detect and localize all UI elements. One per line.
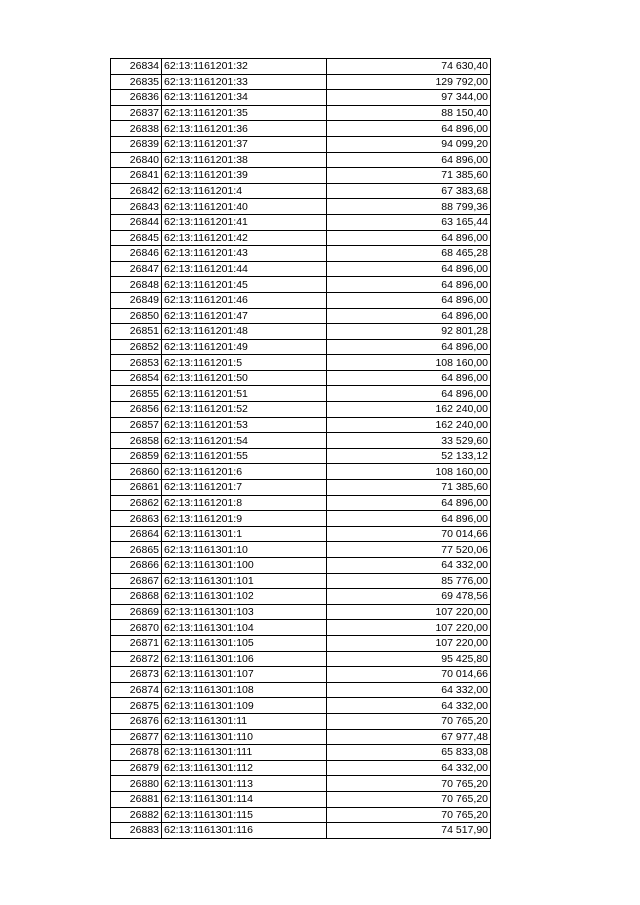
table-row [111, 386, 491, 402]
cadastral-number-cell: 62:13:1161301:1 [162, 526, 327, 542]
cadastral-value-cell: 92 801,28 [327, 324, 491, 340]
cadastral-value-cell: 69 478,56 [327, 589, 491, 605]
cadastral-number-cell: 62:13:1161201:54 [162, 433, 327, 449]
table-row [111, 480, 491, 496]
cadastral-number-cell: 62:13:1161201:50 [162, 370, 327, 386]
table-row [111, 246, 491, 262]
cadastral-number-cell: 62:13:1161301:105 [162, 635, 327, 651]
table-row [111, 620, 491, 636]
cadastral-value-cell: 33 529,60 [327, 433, 491, 449]
cadastral-value-cell: 64 896,00 [327, 292, 491, 308]
cadastral-number-cell: 62:13:1161301:101 [162, 573, 327, 589]
row-number-cell: 26845 [111, 230, 162, 246]
cadastral-number-cell: 62:13:1161301:103 [162, 604, 327, 620]
cadastral-value-cell: 107 220,00 [327, 604, 491, 620]
row-number-cell: 26872 [111, 651, 162, 667]
cadastral-value-cell: 64 332,00 [327, 698, 491, 714]
cadastral-value-cell: 70 765,20 [327, 807, 491, 823]
cadastral-number-cell: 62:13:1161201:47 [162, 308, 327, 324]
cadastral-value-cell: 68 465,28 [327, 246, 491, 262]
table-row [111, 339, 491, 355]
cadastral-value-table [110, 58, 491, 839]
table-row [111, 464, 491, 480]
cadastral-number-cell: 62:13:1161301:104 [162, 620, 327, 636]
row-number-cell: 26842 [111, 183, 162, 199]
row-number-cell: 26874 [111, 682, 162, 698]
row-number-cell: 26848 [111, 277, 162, 293]
table-row [111, 651, 491, 667]
cadastral-value-cell: 64 896,00 [327, 277, 491, 293]
cadastral-value-cell: 162 240,00 [327, 402, 491, 418]
row-number-cell: 26865 [111, 542, 162, 558]
table-row [111, 682, 491, 698]
cadastral-number-cell: 62:13:1161201:6 [162, 464, 327, 480]
cadastral-number-cell: 62:13:1161301:112 [162, 760, 327, 776]
row-number-cell: 26846 [111, 246, 162, 262]
row-number-cell: 26838 [111, 121, 162, 137]
row-number-cell: 26854 [111, 370, 162, 386]
row-number-cell: 26863 [111, 511, 162, 527]
table-row [111, 183, 491, 199]
table-row [111, 370, 491, 386]
table-row [111, 355, 491, 371]
table-row [111, 511, 491, 527]
cadastral-value-cell: 64 896,00 [327, 121, 491, 137]
row-number-cell: 26876 [111, 713, 162, 729]
cadastral-value-cell: 63 165,44 [327, 214, 491, 230]
cadastral-value-cell: 74 517,90 [327, 823, 491, 839]
cadastral-number-cell: 62:13:1161201:53 [162, 417, 327, 433]
cadastral-number-cell: 62:13:1161301:108 [162, 682, 327, 698]
table-row [111, 667, 491, 683]
cadastral-number-cell: 62:13:1161301:109 [162, 698, 327, 714]
table-row [111, 448, 491, 464]
cadastral-number-cell: 62:13:1161201:41 [162, 214, 327, 230]
row-number-cell: 26873 [111, 667, 162, 683]
cadastral-value-cell: 64 896,00 [327, 308, 491, 324]
cadastral-value-cell: 70 014,66 [327, 526, 491, 542]
cadastral-value-cell: 70 765,20 [327, 713, 491, 729]
cadastral-number-cell: 62:13:1161301:106 [162, 651, 327, 667]
table-body [111, 59, 491, 839]
row-number-cell: 26857 [111, 417, 162, 433]
cadastral-number-cell: 62:13:1161201:52 [162, 402, 327, 418]
table-row [111, 495, 491, 511]
row-number-cell: 26837 [111, 105, 162, 121]
cadastral-number-cell: 62:13:1161201:32 [162, 59, 327, 75]
table-row [111, 152, 491, 168]
table-row [111, 807, 491, 823]
cadastral-number-cell: 62:13:1161201:49 [162, 339, 327, 355]
cadastral-value-cell: 95 425,80 [327, 651, 491, 667]
cadastral-number-cell: 62:13:1161301:102 [162, 589, 327, 605]
cadastral-value-cell: 94 099,20 [327, 136, 491, 152]
row-number-cell: 26868 [111, 589, 162, 605]
cadastral-value-cell: 67 383,68 [327, 183, 491, 199]
table-row [111, 324, 491, 340]
cadastral-number-cell: 62:13:1161201:45 [162, 277, 327, 293]
row-number-cell: 26843 [111, 199, 162, 215]
cadastral-number-cell: 62:13:1161201:7 [162, 480, 327, 496]
table-row [111, 417, 491, 433]
cadastral-value-cell: 70 765,20 [327, 791, 491, 807]
row-number-cell: 26869 [111, 604, 162, 620]
table-row [111, 542, 491, 558]
cadastral-number-cell: 62:13:1161201:5 [162, 355, 327, 371]
cadastral-value-cell: 77 520,06 [327, 542, 491, 558]
cadastral-number-cell: 62:13:1161201:36 [162, 121, 327, 137]
table-row [111, 168, 491, 184]
cadastral-number-cell: 62:13:1161301:111 [162, 745, 327, 761]
cadastral-value-cell: 64 896,00 [327, 511, 491, 527]
cadastral-value-cell: 64 896,00 [327, 370, 491, 386]
row-number-cell: 26839 [111, 136, 162, 152]
cadastral-number-cell: 62:13:1161201:42 [162, 230, 327, 246]
table-row [111, 136, 491, 152]
row-number-cell: 26835 [111, 74, 162, 90]
row-number-cell: 26836 [111, 90, 162, 106]
cadastral-number-cell: 62:13:1161301:107 [162, 667, 327, 683]
cadastral-number-cell: 62:13:1161201:43 [162, 246, 327, 262]
row-number-cell: 26879 [111, 760, 162, 776]
row-number-cell: 26875 [111, 698, 162, 714]
table-row [111, 698, 491, 714]
row-number-cell: 26841 [111, 168, 162, 184]
cadastral-value-cell: 88 150,40 [327, 105, 491, 121]
row-number-cell: 26840 [111, 152, 162, 168]
cadastral-value-cell: 162 240,00 [327, 417, 491, 433]
cadastral-number-cell: 62:13:1161301:100 [162, 558, 327, 574]
table-row [111, 90, 491, 106]
table-row [111, 402, 491, 418]
cadastral-number-cell: 62:13:1161201:4 [162, 183, 327, 199]
row-number-cell: 26870 [111, 620, 162, 636]
cadastral-number-cell: 62:13:1161301:113 [162, 776, 327, 792]
row-number-cell: 26852 [111, 339, 162, 355]
row-number-cell: 26877 [111, 729, 162, 745]
cadastral-number-cell: 62:13:1161201:48 [162, 324, 327, 340]
row-number-cell: 26861 [111, 480, 162, 496]
cadastral-number-cell: 62:13:1161201:39 [162, 168, 327, 184]
cadastral-number-cell: 62:13:1161201:40 [162, 199, 327, 215]
row-number-cell: 26871 [111, 635, 162, 651]
cadastral-value-cell: 71 385,60 [327, 168, 491, 184]
table-row [111, 292, 491, 308]
row-number-cell: 26878 [111, 745, 162, 761]
cadastral-number-cell: 62:13:1161301:116 [162, 823, 327, 839]
row-number-cell: 26850 [111, 308, 162, 324]
table-row [111, 573, 491, 589]
row-number-cell: 26847 [111, 261, 162, 277]
table-row [111, 433, 491, 449]
cadastral-value-cell: 88 799,36 [327, 199, 491, 215]
row-number-cell: 26860 [111, 464, 162, 480]
cadastral-value-cell: 64 896,00 [327, 152, 491, 168]
cadastral-value-cell: 64 896,00 [327, 339, 491, 355]
cadastral-number-cell: 62:13:1161301:11 [162, 713, 327, 729]
table-row [111, 760, 491, 776]
table-row [111, 558, 491, 574]
cadastral-value-cell: 64 332,00 [327, 682, 491, 698]
table-row [111, 713, 491, 729]
row-number-cell: 26859 [111, 448, 162, 464]
row-number-cell: 26855 [111, 386, 162, 402]
cadastral-value-cell: 52 133,12 [327, 448, 491, 464]
cadastral-value-cell: 107 220,00 [327, 635, 491, 651]
table-row [111, 59, 491, 75]
table-row [111, 604, 491, 620]
cadastral-number-cell: 62:13:1161201:33 [162, 74, 327, 90]
row-number-cell: 26856 [111, 402, 162, 418]
cadastral-number-cell: 62:13:1161301:115 [162, 807, 327, 823]
cadastral-value-cell: 65 833,08 [327, 745, 491, 761]
cadastral-value-cell: 74 630,40 [327, 59, 491, 75]
cadastral-value-cell: 64 896,00 [327, 261, 491, 277]
cadastral-value-cell: 107 220,00 [327, 620, 491, 636]
row-number-cell: 26883 [111, 823, 162, 839]
cadastral-value-cell: 70 765,20 [327, 776, 491, 792]
row-number-cell: 26882 [111, 807, 162, 823]
cadastral-number-cell: 62:13:1161301:110 [162, 729, 327, 745]
table-row [111, 121, 491, 137]
row-number-cell: 26881 [111, 791, 162, 807]
cadastral-number-cell: 62:13:1161201:35 [162, 105, 327, 121]
cadastral-value-cell: 64 896,00 [327, 230, 491, 246]
table-row [111, 261, 491, 277]
cadastral-value-cell: 64 896,00 [327, 495, 491, 511]
table-row [111, 214, 491, 230]
row-number-cell: 26864 [111, 526, 162, 542]
row-number-cell: 26834 [111, 59, 162, 75]
table-row [111, 105, 491, 121]
cadastral-value-cell: 64 896,00 [327, 386, 491, 402]
cadastral-value-cell: 108 160,00 [327, 464, 491, 480]
cadastral-number-cell: 62:13:1161301:114 [162, 791, 327, 807]
row-number-cell: 26844 [111, 214, 162, 230]
cadastral-value-cell: 67 977,48 [327, 729, 491, 745]
row-number-cell: 26866 [111, 558, 162, 574]
row-number-cell: 26862 [111, 495, 162, 511]
cadastral-number-cell: 62:13:1161201:55 [162, 448, 327, 464]
row-number-cell: 26858 [111, 433, 162, 449]
table-row [111, 230, 491, 246]
table-row [111, 729, 491, 745]
cadastral-number-cell: 62:13:1161201:8 [162, 495, 327, 511]
table-row [111, 277, 491, 293]
cadastral-value-cell: 85 776,00 [327, 573, 491, 589]
cadastral-value-cell: 64 332,00 [327, 558, 491, 574]
row-number-cell: 26851 [111, 324, 162, 340]
row-number-cell: 26867 [111, 573, 162, 589]
row-number-cell: 26880 [111, 776, 162, 792]
cadastral-number-cell: 62:13:1161201:34 [162, 90, 327, 106]
cadastral-value-cell: 97 344,00 [327, 90, 491, 106]
cadastral-value-cell: 71 385,60 [327, 480, 491, 496]
table-row [111, 308, 491, 324]
table-row [111, 589, 491, 605]
table-row [111, 635, 491, 651]
table-row [111, 745, 491, 761]
cadastral-value-cell: 70 014,66 [327, 667, 491, 683]
table-row [111, 823, 491, 839]
cadastral-number-cell: 62:13:1161301:10 [162, 542, 327, 558]
table-row [111, 199, 491, 215]
table-row [111, 74, 491, 90]
cadastral-number-cell: 62:13:1161201:38 [162, 152, 327, 168]
table-row [111, 526, 491, 542]
row-number-cell: 26853 [111, 355, 162, 371]
cadastral-value-cell: 64 332,00 [327, 760, 491, 776]
cadastral-value-cell: 129 792,00 [327, 74, 491, 90]
table-row [111, 776, 491, 792]
cadastral-number-cell: 62:13:1161201:37 [162, 136, 327, 152]
table-row [111, 791, 491, 807]
cadastral-number-cell: 62:13:1161201:46 [162, 292, 327, 308]
cadastral-value-cell: 108 160,00 [327, 355, 491, 371]
row-number-cell: 26849 [111, 292, 162, 308]
cadastral-number-cell: 62:13:1161201:9 [162, 511, 327, 527]
cadastral-number-cell: 62:13:1161201:51 [162, 386, 327, 402]
cadastral-number-cell: 62:13:1161201:44 [162, 261, 327, 277]
